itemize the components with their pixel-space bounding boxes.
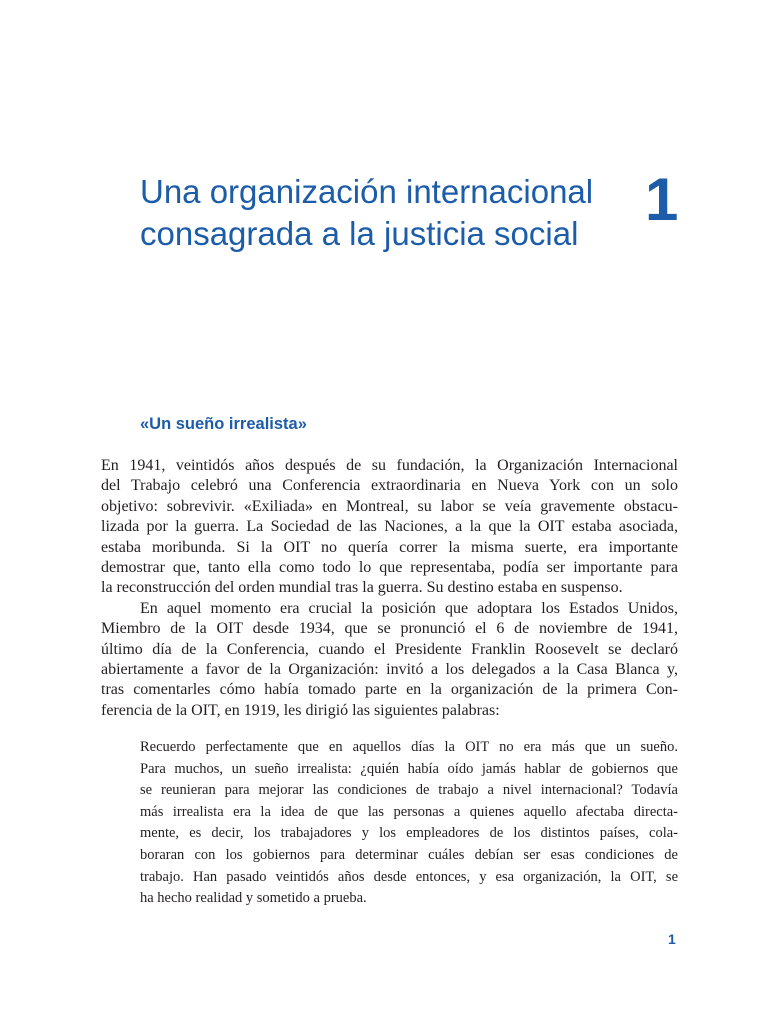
- chapter-title: [140, 171, 630, 255]
- text-line: En 1941, veintidós años después de su fundación, la Organización Internacional: [101, 457, 678, 474]
- text-line: En aquel momento era crucial la posición que adoptara los Estados Unidos,: [140, 599, 678, 617]
- quote-line: ha hecho realidad y sometido a prueba.: [140, 890, 367, 907]
- section-heading: «Un sueño irrealista»: [140, 415, 307, 433]
- text-line: objetivo: sobrevivir. «Exiliada» en Montreal, su labor se veía gravemente obstacu-: [101, 497, 678, 515]
- text-line: del Trabajo celebró una Conferencia extraordinaria en Nueva York con un solo: [101, 477, 678, 495]
- quote-line: se reunieran para mejorar las condiciones de trabajo a nivel internacional? Todavía: [140, 782, 678, 799]
- text-line: Miembro de la OIT desde 1934, que se pronunció el 6 de noviembre de 1941,: [101, 620, 678, 638]
- quote-line: más irrealista era la idea de que las personas a quienes aquello afectaba directa-: [140, 803, 678, 820]
- text-line: demostrar que, tanto ella como todo lo que representaba, podía ser importante para: [101, 559, 678, 577]
- text-line: tras comentarles cómo había tomado parte en la organización de la primera Con-: [101, 681, 678, 699]
- quote-line: trabajo. Han pasado veintidós años desde entonces, y esa organización, la OIT, se: [140, 868, 678, 885]
- quote-line: Para muchos, un sueño irrealista: ¿quién había oído jamás hablar de gobiernos que: [140, 760, 678, 777]
- text-line: último día de la Conferencia, cuando el Presidente Franklin Roosevelt se declaró: [101, 640, 678, 658]
- text-line: la reconstrucción del orden mundial tras la guerra. Su destino estaba en suspenso.: [101, 579, 623, 597]
- page-number: 1: [668, 931, 676, 947]
- text-line: abiertamente a favor de la Organización: invitó a los delegados a la Casa Blanca y,: [101, 661, 678, 679]
- paragraph: [101, 456, 678, 599]
- body-text: [101, 456, 678, 721]
- quote-line: boraran con los gobiernos para determinar cuáles debían ser esas condiciones de: [140, 846, 678, 863]
- quote-line: Recuerdo perfectamente que en aquellos días la OIT no era más que un sueño.: [140, 739, 678, 755]
- text-line: estaba moribunda. Si la OIT no quería correr la misma suerte, era importante: [101, 538, 678, 556]
- chapter-title-line: Una organización internacional: [140, 173, 594, 210]
- text-line: ferencia de la OIT, en 1919, les dirigió las siguientes palabras:: [101, 701, 500, 719]
- block-quote: [140, 737, 678, 910]
- chapter-title-line: consagrada a la justicia social: [140, 215, 579, 252]
- text-line: lizada por la guerra. La Sociedad de las Naciones, a la que la OIT estaba asociada,: [101, 518, 678, 536]
- chapter-number: 1: [645, 166, 679, 233]
- quote-line: mente, es decir, los trabajadores y los empleadores de los distintos países, cola-: [140, 825, 678, 842]
- paragraph: [101, 599, 678, 721]
